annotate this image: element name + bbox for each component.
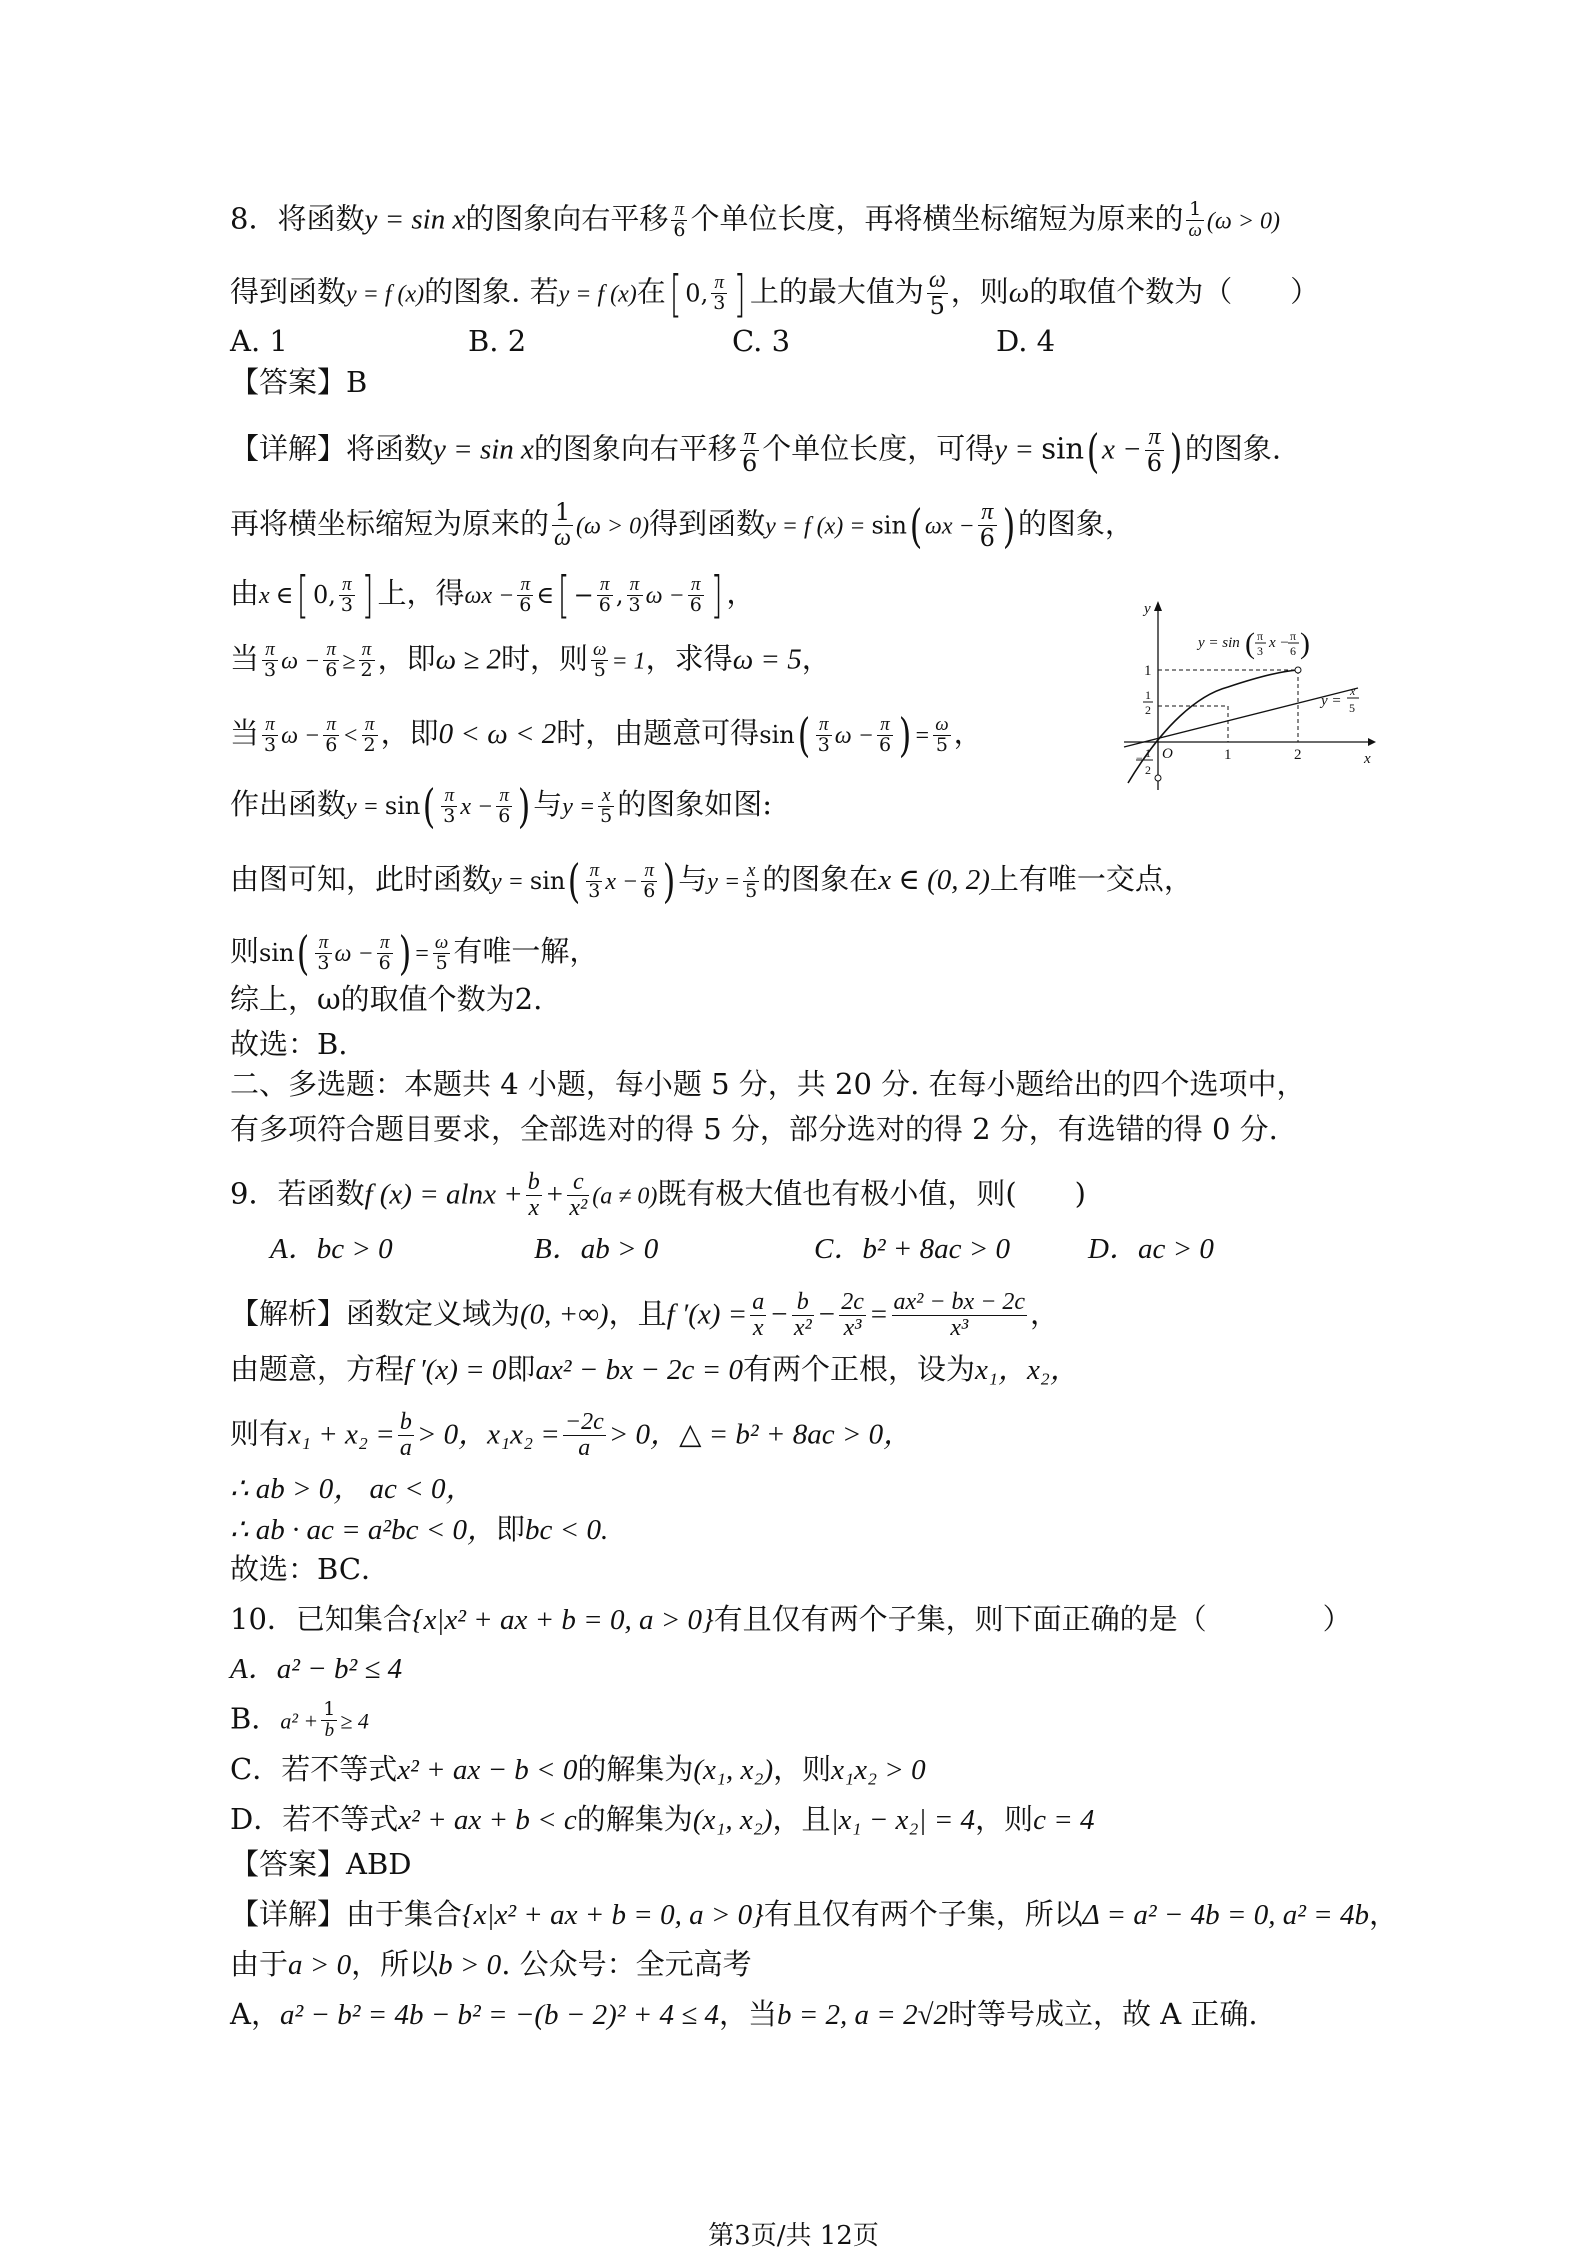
q10-option-c: C．若不等式x² + ax − b < 0的解集为(x₁, x₂)，则x₁x₂ > 0: [230, 1752, 926, 1786]
q8-detail-line3: 由x ∈[ 0, $\frac{\pi}{3}$ ] 上，得ωx − $\frac{\pi}{6}$ ∈[ − $\frac{\pi}{6}$ , $\frac{\pi}{3}$ ω − $\frac{\pi}{6}$ ] ，: [230, 566, 756, 624]
svg-text:y = sin: y = sin: [1198, 635, 1240, 651]
curve-start-point: [1155, 775, 1161, 781]
svg-text:(: (: [1245, 627, 1255, 660]
q10-option-d: D．若不等式x² + ax + b < c的解集为(x₁, x₂)，且|x₁ − x₂| = 4，则c = 4: [230, 1802, 1095, 1836]
curve-end-point: [1295, 667, 1301, 673]
svg-text:π: π: [1257, 629, 1264, 643]
q8-detail-line1: 【详解】将函数y = sin x的图象向右平移 $\frac{\pi}{6}$ 个单位长度，可得y = sin(x − $\frac{\pi}{6}$ )的图象.: [230, 423, 1282, 478]
svg-text:−: −: [1136, 751, 1143, 765]
x-axis-label: x: [1364, 751, 1371, 767]
y-axis-arrow: [1154, 601, 1162, 611]
section2-line1: 二、多选题：本题共 4 小题，每小题 5 分，共 20 分. 在每小题给出的四个选项中，: [230, 1067, 1306, 1101]
q9-choice: 故选：BC．: [230, 1552, 391, 1586]
q9-solution-line5: ∴ ab · ac = a²bc < 0，即bc < 0.: [230, 1512, 609, 1546]
q10-option-a: A．a² − b² ≤ 4: [230, 1653, 403, 1685]
svg-text:2: 2: [1145, 763, 1151, 777]
x-axis-arrow: [1368, 738, 1376, 746]
q8-detail-line7: 由图可知，此时函数y = sin( $\frac{\pi}{3}$ x − $\frac{\pi}{6}$ )与y = $\frac{x}{5}$ 的图象在x ∈ (0, 2)上有唯一交点，: [230, 854, 1193, 908]
tick-y-half: [1143, 688, 1153, 717]
q8-detail-line2: 再将横坐标缩短为原来的 $\frac{1}{\omega}$ (ω > 0)得到函数y = f (x) = sin( ωx − $\frac{\pi}{6}$ )的图象，: [230, 498, 1134, 553]
q8-stem-line1: 8．将函数y = sin x的图象向右平移 $\frac{\pi}{6}$ 个单位长度，再将横坐标缩短为原来的 $\frac{1}{\omega}$ (ω > 0): [230, 198, 1281, 241]
q10-detail-line3: A，a² − b² = 4b − b² = −(b − 2)² + 4 ≤ 4，当b = 2, a = 2√2时等号成立，故 A 正确.: [230, 1997, 1258, 2031]
origin-label: O: [1162, 746, 1173, 762]
q10-detail-line1: 【详解】由于集合{x|x² + ax + b = 0, a > 0}有且仅有两个子集，所以Δ = a² − 4b = 0, a² = 4b，: [230, 1897, 1398, 1931]
q8-conclusion: 综上，ω的取值个数为2.: [230, 982, 543, 1016]
q9-solution-line3: 则有x₁ + x₂ = $\frac{b}{a}$ > 0，x₁x₂ = $\frac{-2c}{a}$ > 0，△ = b² + 8ac > 0，: [230, 1409, 913, 1462]
q8-choice: 故选：B.: [230, 1027, 348, 1061]
svg-text:5: 5: [1349, 701, 1355, 715]
svg-text:3: 3: [1257, 644, 1263, 658]
q8-stem-line2: 得到函数y = f (x)的图象. 若y = f (x)在[ 0, $\frac{\pi}{3}$ ] 上的最大值为 $\frac{\omega}{5}$ ，则ω的取值个数为（ ）: [230, 264, 1320, 323]
y-axis-label: y: [1144, 601, 1151, 617]
section2-line2: 有多项符合题目要求，全部选对的得 5 分，部分选对的得 2 分，有选错的得 0 分.: [230, 1112, 1278, 1146]
svg-text:1: 1: [1145, 688, 1151, 702]
q9-stem: 9．若函数f (x) = alnx + $\frac{b}{x}$ + $\frac{c}{\text{x²}}$ (a ≠ 0)既有极大值也有极小值，则( ): [230, 1169, 1086, 1222]
q8-detail-line4: 当 $\frac{\pi}{3}$ ω − $\frac{\pi}{6}$ ≥ $\frac{\pi}{2}$ ，即ω ≥ 2时，则 $\frac{\omega}{5}$ = 1，求得ω = 5，: [230, 639, 831, 681]
tick-y1: 1: [1144, 663, 1152, 679]
svg-text:x −: x −: [1269, 635, 1290, 651]
line-label: [1319, 684, 1359, 715]
svg-text:2: 2: [1145, 703, 1151, 717]
q10-answer: 【答案】ABD: [230, 1847, 412, 1881]
q9-solution-line2: 由题意，方程f ′(x) = 0即ax² − bx − 2c = 0有两个正根，设为x₁，x₂，: [230, 1352, 1079, 1386]
sine-curve: [1128, 670, 1298, 783]
q8-answer: 【答案】B: [230, 365, 368, 399]
sine-curve-label: [1196, 627, 1310, 660]
sine-line-graph: [1118, 595, 1378, 795]
svg-text:x: x: [1350, 684, 1356, 698]
svg-text:6: 6: [1290, 644, 1296, 658]
svg-text:): ): [1300, 627, 1310, 660]
q10-detail-line2: 由于a > 0，所以b > 0. 公众号：全元高考: [230, 1947, 752, 1981]
svg-text:1: 1: [1145, 746, 1151, 760]
q8-detail-line5: 当 $\frac{\pi}{3}$ ω − $\frac{\pi}{6}$ < $\frac{\pi}{2}$ ，即0 < ω < 2时，由题意可得sin( $\frac{\pi}{3}$ ω − $\frac{\pi}{6}$ ) = $\frac{\omega}{5}$ ，: [230, 708, 983, 762]
page-footer: 第3页/共 12页: [708, 2221, 879, 2251]
q8-detail-line6: 作出函数y = sin( $\frac{\pi}{3}$ x − $\frac{\pi}{6}$ )与y = $\frac{x}{5}$ 的图象如图:: [230, 779, 773, 833]
tick-x1: 1: [1224, 747, 1232, 763]
q10-option-b: B．a² + $\frac{1}{b}$ ≥ 4: [230, 1698, 369, 1741]
q9-solution-line4: ∴ ab > 0， ac < 0，: [230, 1473, 475, 1505]
q8-detail-line8: 则sin( $\frac{\pi}{3}$ ω − $\frac{\pi}{6}$ ) = $\frac{\omega}{5}$ 有唯一解，: [230, 926, 599, 980]
tick-x2: 2: [1294, 747, 1302, 763]
q9-solution-line1: 【解析】函数定义域为(0, +∞)，且f ′(x) = $\frac{a}{x}$ − $\frac{b}{\text{x²}}$ − $\frac{2c}{\text{x³}}$ = $\frac{\text{ax² − bx − 2c}}{\text{x³}}$ ，: [230, 1289, 1060, 1342]
q10-stem: 10．已知集合{x|x² + ax + b = 0, a > 0}有且仅有两个子集，则下面正确的是（ ）: [230, 1602, 1352, 1636]
svg-text:π: π: [1290, 629, 1297, 643]
svg-text:y =: y =: [1321, 693, 1342, 709]
